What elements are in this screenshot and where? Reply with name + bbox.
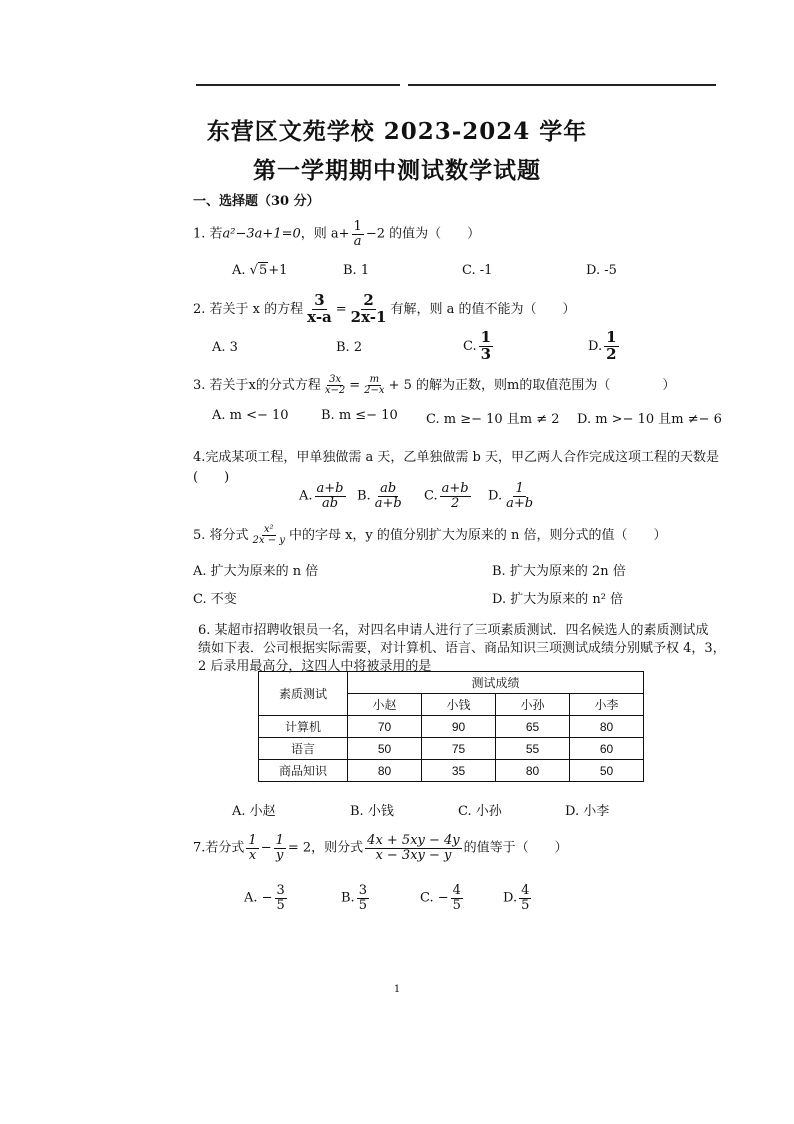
q1-option-b[interactable]: B. 1 [343, 263, 370, 278]
header-rule-right [408, 84, 716, 86]
q7-option-d-label: D. [503, 890, 518, 906]
table-row-label: 商品知识 [259, 760, 348, 782]
q3-fraction-2 [362, 375, 386, 397]
q5-option-a[interactable]: A. 扩大为原来的 n 倍 [193, 564, 319, 579]
q4-option-a-label: A. [299, 488, 313, 504]
q2-f2-num: 2 [363, 291, 374, 309]
question-3 [193, 374, 675, 397]
q6-option-b[interactable]: B. 小钱 [350, 804, 394, 819]
q7-option-a[interactable] [244, 884, 289, 912]
table-group-header: 测试成绩 [348, 672, 644, 694]
table-corner-cell: 素质测试 [259, 672, 348, 716]
q4-option-a-num: a+b [316, 481, 344, 496]
q4-option-b-den: a+b [374, 495, 402, 511]
q7-f3-den: x − 3xy − y [375, 847, 452, 863]
q4-option-d[interactable] [488, 482, 537, 510]
table-cell: 50 [570, 760, 644, 782]
question-4: 4.完成某项工程，甲单独做需 a 天，乙单独做需 b 天，甲乙两人合作完成这项工程的天数是 [193, 450, 720, 465]
q7-option-a-fraction [275, 884, 287, 912]
q2-option-c-fraction [479, 330, 493, 363]
q2-fraction-1 [305, 293, 334, 326]
q2-option-d[interactable] [588, 330, 621, 363]
question-2 [193, 293, 575, 326]
question-1 [193, 220, 480, 248]
q2-option-c[interactable] [463, 330, 495, 363]
q5-option-d[interactable]: D. 扩大为原来的 n² 倍 [492, 592, 624, 607]
q7-f1-num: 1 [248, 833, 257, 848]
q1-option-a-label: A. [232, 263, 246, 278]
q1-option-a[interactable] [232, 263, 287, 278]
q7-option-c[interactable] [420, 884, 465, 912]
q7-option-c-den: 5 [452, 897, 461, 913]
q4-option-b-fraction [373, 482, 404, 510]
q7-fraction-2 [274, 834, 286, 862]
q7-f1-den: x [248, 847, 257, 863]
q7-tail: 的值等于（ ） [463, 840, 568, 856]
header-rule-left [196, 84, 400, 86]
q1-option-c[interactable]: C. -1 [462, 263, 493, 278]
q4-option-b-num: ab [380, 481, 397, 496]
q7-option-d-fraction [519, 884, 531, 912]
q7-option-b-label: B. [341, 890, 355, 906]
table-cell: 75 [422, 738, 496, 760]
q3-f1-num: 3x [329, 373, 342, 385]
q2-fraction-2 [349, 293, 389, 326]
q7-fraction-3 [365, 834, 461, 862]
table-row-label: 计算机 [259, 716, 348, 738]
q7-option-d[interactable] [503, 884, 533, 912]
question-6-line1: 6. 某超市招聘收银员一名，对四名申请人进行了三项素质测试．四名候选人的素质测试成 [198, 623, 709, 638]
q4-option-d-fraction [504, 482, 535, 510]
q5-fraction-num: x² [263, 523, 274, 535]
q1-prefix: 1. 若 [193, 226, 223, 242]
q1-option-d[interactable]: D. -5 [586, 263, 617, 278]
q2-f2-den: 2x-1 [350, 307, 387, 326]
table-row [259, 760, 644, 782]
table-cell: 70 [348, 716, 422, 738]
question-5 [193, 524, 667, 547]
q4-option-d-num: 1 [515, 481, 524, 496]
q3-option-b[interactable]: B. m ≤− 10 [321, 408, 398, 423]
exam-title-line2: 第一学期期中测试数学试题 [253, 157, 541, 184]
q6-option-c[interactable]: C. 小孙 [458, 804, 502, 819]
q4-option-d-label: D. [488, 488, 503, 504]
q7-mid: = 2，则分式 [287, 840, 364, 856]
q7-f3-num: 4x + 5xy − 4y [367, 833, 460, 848]
q5-tail: 中的字母 x，y 的值分别扩大为原来的 n 倍，则分式的值（ ） [288, 528, 667, 543]
q2-option-c-den: 3 [480, 344, 492, 363]
table-header-row [259, 672, 644, 694]
table-cell: 60 [570, 738, 644, 760]
exam-title-line1: 东营区文苑学校 2023-2024 学年 [206, 118, 588, 145]
q2-option-d-label: D. [588, 338, 603, 354]
q3-fraction-1 [323, 375, 347, 397]
q4-option-d-den: a+b [506, 495, 534, 511]
q1-tail: −2 的值为（ ） [365, 226, 481, 242]
q7-fraction-1 [246, 834, 258, 862]
q7-option-b-num: 3 [358, 883, 367, 898]
q4-option-c-label: C. [424, 488, 438, 504]
q5-option-b[interactable]: B. 扩大为原来的 2n 倍 [492, 564, 626, 579]
q7-option-a-den: 5 [276, 897, 285, 913]
question-7 [193, 834, 568, 862]
q7-option-b[interactable] [341, 884, 371, 912]
q5-fraction [251, 525, 287, 547]
question-4-paren: ( ) [193, 470, 230, 485]
q7-option-d-den: 5 [521, 897, 530, 913]
table-cell: 80 [570, 716, 644, 738]
q3-prefix: 3. 若关于x的分式方程 [193, 378, 321, 393]
table-row-label: 语言 [259, 738, 348, 760]
q3-f2-den: 2−x [364, 385, 385, 396]
q3-f2-num: m [369, 373, 380, 385]
q4-option-b-label: B. [357, 488, 371, 504]
q5-option-c[interactable]: C. 不变 [193, 592, 237, 607]
q7-option-a-label: A. − [244, 890, 273, 906]
section-heading: 一、选择题（30 分） [193, 194, 320, 209]
sqrt-symbol: √ [249, 263, 258, 278]
q3-option-c[interactable]: C. m ≥− 10 且m ≠ 2 [426, 412, 560, 427]
q7-option-b-fraction [357, 884, 369, 912]
q7-prefix: 7.若分式 [193, 840, 245, 856]
q2-option-b[interactable]: B. 2 [336, 340, 363, 355]
q2-f1-den: x-a [307, 307, 332, 326]
q7-option-c-label: C. − [420, 890, 449, 906]
q1-fraction-den: a [353, 233, 362, 249]
q7-option-a-num: 3 [276, 883, 285, 898]
q1-option-a-value: +1 [268, 263, 288, 278]
q4-option-c-num: a+b [441, 481, 469, 496]
q7-option-b-den: 5 [358, 897, 367, 913]
q2-f1-num: 3 [314, 291, 325, 309]
q2-prefix: 2. 若关于 x 的方程 [193, 301, 304, 317]
q4-option-b[interactable] [357, 482, 406, 510]
q1-mid: ，则 a+ [300, 226, 350, 242]
q3-tail: + 5 的解为正数，则m的取值范围为（ ） [388, 378, 676, 393]
q2-option-c-label: C. [463, 338, 477, 354]
q7-f2-den: y [276, 847, 284, 863]
table-cell: 65 [496, 716, 570, 738]
q2-equals: = [335, 301, 347, 317]
table-col-header: 小李 [570, 694, 644, 716]
table-col-header: 小钱 [422, 694, 496, 716]
q3-option-a[interactable]: A. m <− 10 [212, 408, 289, 423]
q1-fraction-num: 1 [353, 219, 362, 234]
table-cell: 50 [348, 738, 422, 760]
q6-option-a[interactable]: A. 小赵 [232, 804, 276, 819]
q1-option-a-radicand: 5 [258, 263, 268, 278]
table-col-header: 小赵 [348, 694, 422, 716]
q7-option-d-num: 4 [521, 883, 530, 898]
q5-fraction-den: 2x − y [252, 535, 285, 546]
table-cell: 35 [422, 760, 496, 782]
q2-option-d-den: 2 [606, 344, 617, 363]
question-6-line2: 绩如下表．公司根据实际需要，对计算机、语言、商品知识三项测试成绩分别赋予权 4，3， [198, 641, 726, 656]
q4-option-c-den: 2 [450, 495, 460, 511]
q4-option-c-fraction [440, 482, 471, 510]
q2-option-a[interactable]: A. 3 [212, 340, 238, 355]
q7-option-c-num: 4 [452, 883, 461, 898]
q4-option-a[interactable] [299, 482, 348, 510]
q7-option-c-fraction [451, 884, 463, 912]
q2-tail: 有解，则 a 的值不能为（ ） [390, 301, 576, 317]
table-col-header: 小孙 [496, 694, 570, 716]
q3-equals: = [349, 378, 361, 393]
q4-option-a-fraction [315, 482, 346, 510]
q1-condition: a²−3a+1=0 [222, 226, 301, 242]
q6-option-d[interactable]: D. 小李 [565, 804, 610, 819]
q4-option-c[interactable] [424, 482, 473, 510]
table-row [259, 716, 644, 738]
q4-option-a-den: ab [321, 495, 339, 511]
page-number: 1 [393, 984, 401, 995]
q7-f2-num: 1 [275, 833, 284, 848]
table-cell: 80 [348, 760, 422, 782]
table-row [259, 738, 644, 760]
question-6-line3: 2 后录用最高分，这四人中将被录用的是 [198, 659, 432, 674]
q3-option-d[interactable]: D. m >− 10 且m ≠− 6 [577, 412, 722, 427]
q2-option-d-num: 1 [606, 328, 617, 346]
score-table [258, 671, 644, 782]
table-cell: 90 [422, 716, 496, 738]
q2-option-c-num: 1 [480, 328, 492, 346]
table-cell: 55 [496, 738, 570, 760]
q5-prefix: 5. 将分式 [193, 528, 249, 543]
q2-option-d-fraction [604, 330, 618, 363]
table-cell: 80 [496, 760, 570, 782]
q7-minus: − [260, 840, 272, 856]
q3-f1-den: x−2 [324, 385, 346, 396]
q1-fraction [352, 220, 364, 248]
